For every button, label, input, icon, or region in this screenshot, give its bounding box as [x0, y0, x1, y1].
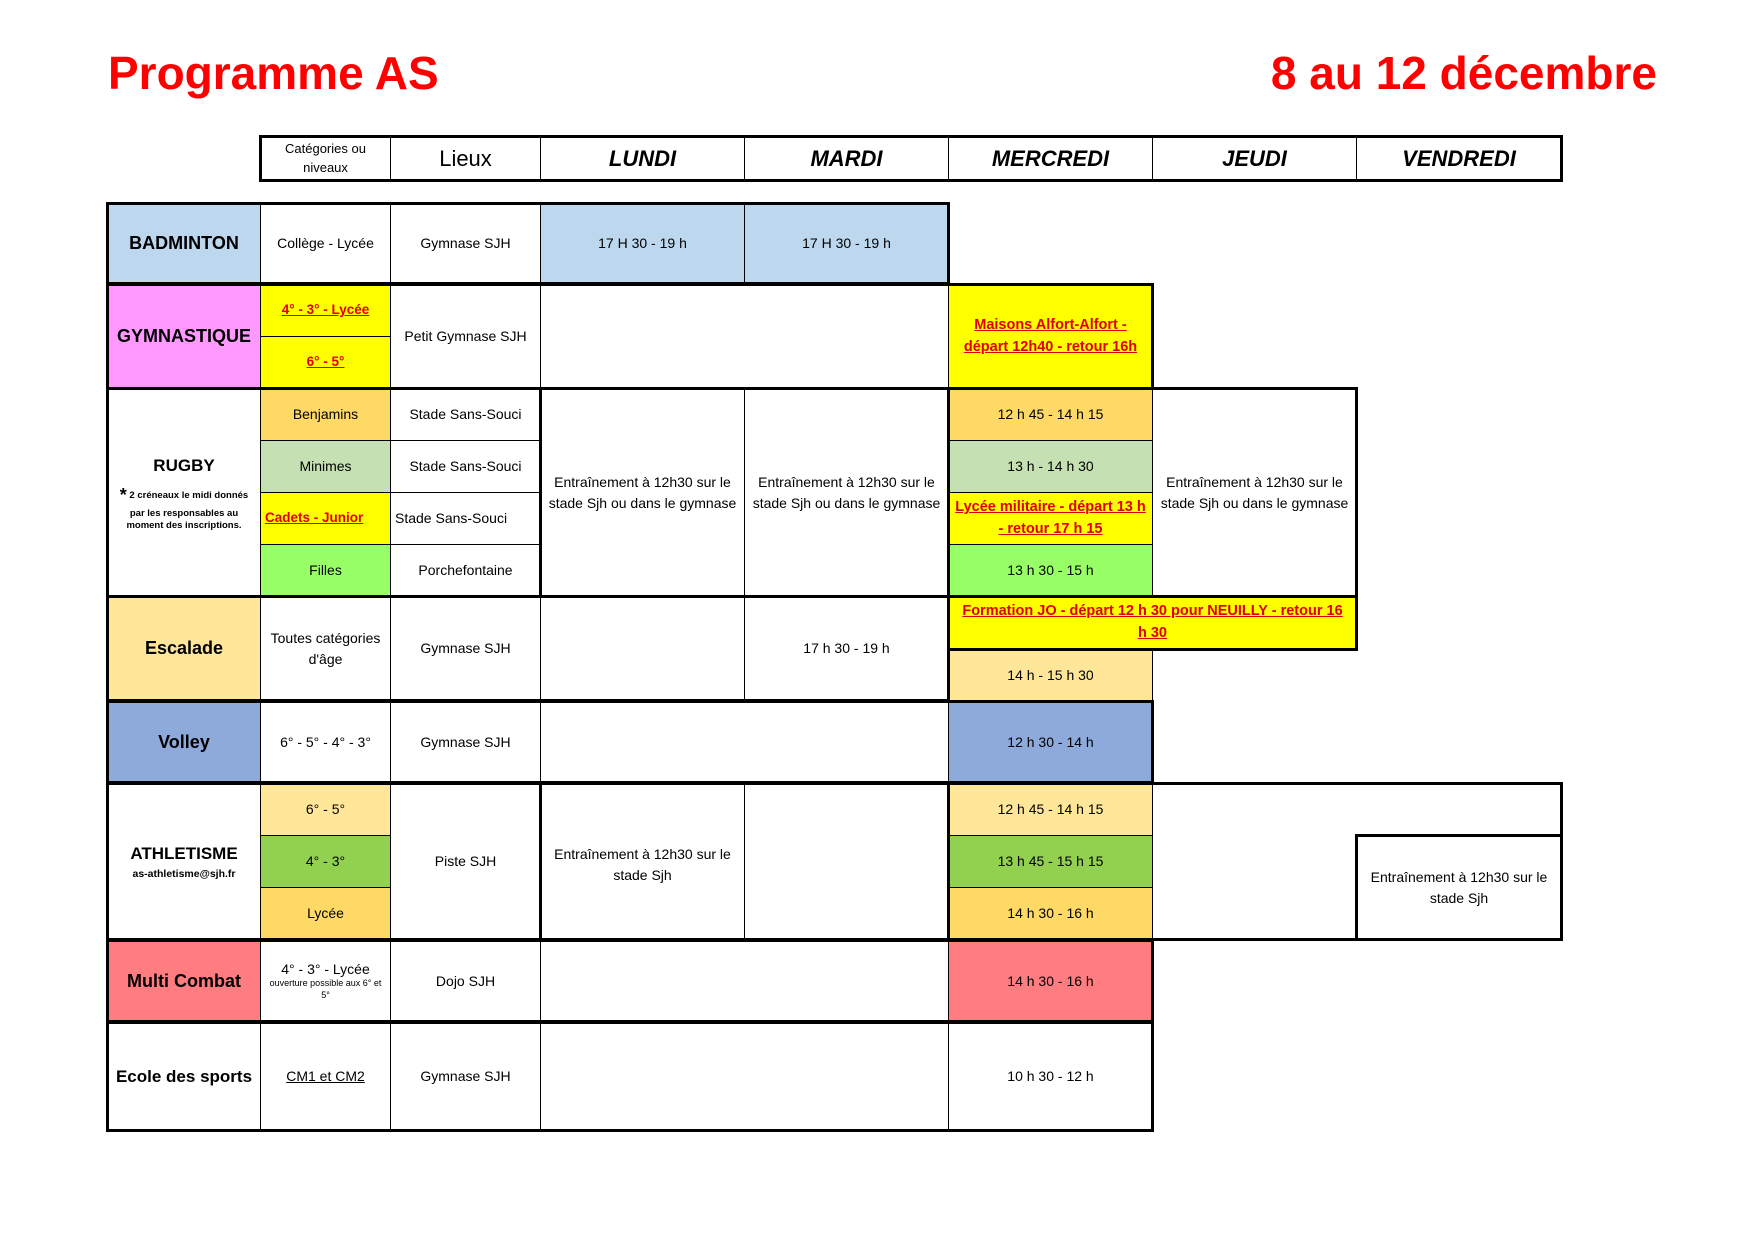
lieu-benjamins: Stade Sans-Souci	[390, 388, 541, 441]
page-title: Programme AS	[108, 47, 439, 99]
escalade-formation-jo: Formation JO - départ 12 h 30 pour NEUILLY - retour 16 h 30	[948, 596, 1357, 650]
rugby-jeudi: Entraînement à 12h30 sur le stade Sjh ou dans le gymnase	[1152, 388, 1357, 597]
sport-gymnastique: GYMNASTIQUE	[107, 284, 261, 389]
header-categories: Catégories ou niveaux	[260, 136, 391, 181]
rugby-mer-benjamins: 12 h 45 - 14 h 15	[948, 388, 1153, 441]
escalade-mardi: 17 h 30 - 19 h	[744, 596, 949, 701]
rugby-mer-cadets: Lycée militaire - départ 13 h - retour 17 h 15	[948, 492, 1153, 545]
cat-gym-lycee: 4° - 3° - Lycée	[260, 284, 391, 337]
cat-volley: 6° - 5° - 4° - 3°	[260, 701, 391, 783]
ath-mardi	[744, 783, 949, 940]
cat-filles: Filles	[260, 544, 391, 597]
cat-ath-4-3: 4° - 3°	[260, 835, 391, 888]
lieu-minimes: Stade Sans-Souci	[390, 440, 541, 493]
cat-badminton: Collège - Lycée	[260, 203, 391, 284]
lieu-athletisme: Piste SJH	[390, 783, 541, 940]
ath-mer-3: 14 h 30 - 16 h	[948, 887, 1153, 940]
lieu-filles: Porchefontaine	[390, 544, 541, 597]
rugby-mer-filles: 13 h 30 - 15 h	[948, 544, 1153, 597]
cat-gym-6-5: 6° - 5°	[260, 336, 391, 389]
sport-volley: Volley	[107, 701, 261, 783]
cat-multicombat: 4° - 3° - Lycée ouverture possible aux 6° et 5°	[260, 940, 391, 1022]
sport-escalade: Escalade	[107, 596, 261, 701]
cat-minimes: Minimes	[260, 440, 391, 493]
header-vendredi: VENDREDI	[1356, 136, 1562, 181]
ath-vendredi: Entraînement à 12h30 sur le stade Sjh	[1370, 868, 1548, 906]
escalade-mercredi: 14 h - 15 h 30	[948, 650, 1153, 701]
header-lieux: Lieux	[390, 136, 541, 181]
date-range: 8 au 12 décembre	[1270, 47, 1657, 99]
sport-athletisme: ATHLETISME as-athletisme@sjh.fr	[107, 783, 261, 940]
lieu-ecole: Gymnase SJH	[390, 1022, 541, 1131]
cat-escalade: Toutes catégories d'âge	[260, 596, 391, 701]
cat-ath-6-5: 6° - 5°	[260, 783, 391, 836]
header-mercredi: MERCREDI	[948, 136, 1153, 181]
multicombat-mercredi: 14 h 30 - 16 h	[948, 940, 1153, 1022]
sport-multicombat: Multi Combat	[107, 940, 261, 1022]
ecole-lundi-mardi	[540, 1022, 949, 1131]
multicombat-lundi-mardi	[540, 940, 949, 1022]
header-mardi: MARDI	[744, 136, 949, 181]
rugby-mer-minimes: 13 h - 14 h 30	[948, 440, 1153, 493]
lieu-cadets: Stade Sans-Souci	[390, 492, 541, 545]
gym-lundi-mardi	[540, 284, 949, 389]
badminton-lundi: 17 H 30 - 19 h	[540, 203, 745, 284]
header-lundi: LUNDI	[540, 136, 745, 181]
badminton-mardi: 17 H 30 - 19 h	[744, 203, 949, 284]
sport-rugby: RUGBY * 2 créneaux le midi donnés par les responsables au moment des inscriptions.	[107, 388, 261, 597]
lieu-multicombat: Dojo SJH	[390, 940, 541, 1022]
cat-ecole: CM1 et CM2	[260, 1022, 391, 1131]
cat-ath-lycee: Lycée	[260, 887, 391, 940]
lieu-escalade: Gymnase SJH	[390, 596, 541, 701]
ath-mer-2: 13 h 45 - 15 h 15	[948, 835, 1153, 888]
rugby-lundi: Entraînement à 12h30 sur le stade Sjh ou dans le gymnase	[540, 388, 745, 597]
sport-ecole: Ecole des sports	[107, 1022, 261, 1131]
ath-mer-1: 12 h 45 - 14 h 15	[948, 783, 1153, 836]
volley-lundi-mardi	[540, 701, 949, 783]
rugby-mardi: Entraînement à 12h30 sur le stade Sjh ou dans le gymnase	[744, 388, 949, 597]
header-jeudi: JEUDI	[1152, 136, 1357, 181]
lieu-gymnastique: Petit Gymnase SJH	[390, 284, 541, 389]
cat-cadets-junior: Cadets - Junior	[260, 492, 391, 545]
gym-mercredi: Maisons Alfort-Alfort - départ 12h40 - retour 16h	[948, 284, 1153, 389]
sport-badminton: BADMINTON	[107, 203, 261, 284]
ecole-mercredi: 10 h 30 - 12 h	[948, 1022, 1153, 1131]
ath-lundi: Entraînement à 12h30 sur le stade Sjh	[540, 783, 745, 940]
escalade-lundi	[540, 596, 745, 701]
volley-mercredi: 12 h 30 - 14 h	[948, 701, 1153, 783]
lieu-volley: Gymnase SJH	[390, 701, 541, 783]
lieu-badminton: Gymnase SJH	[390, 203, 541, 284]
cat-benjamins: Benjamins	[260, 388, 391, 441]
